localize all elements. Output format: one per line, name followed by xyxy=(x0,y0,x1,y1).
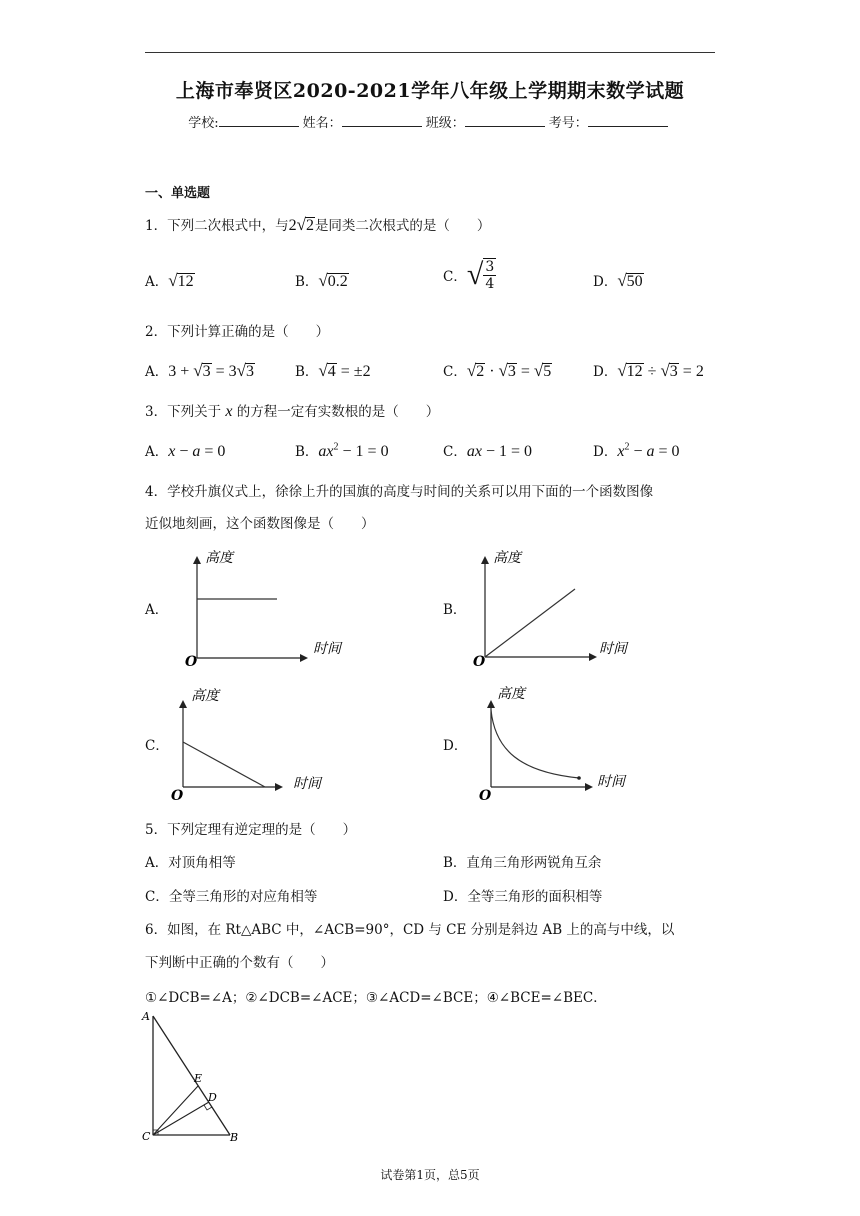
q1-expr: 2√2 xyxy=(288,215,314,234)
exam-no-blank xyxy=(588,114,668,127)
q6-triangle-figure xyxy=(138,1008,248,1148)
name-label: 姓名： xyxy=(302,116,342,131)
q3-option-a: A．x − a = 0 xyxy=(145,443,226,460)
q2-option-c: C．√2 · √3 = √5 xyxy=(443,361,552,380)
question-1-stem: 1．下列二次根式中，与2√2是同类二次根式的是（ ） xyxy=(145,215,491,234)
q4a-origin: O xyxy=(185,654,198,670)
fig-label-e: E xyxy=(194,1072,203,1085)
header-rule xyxy=(145,52,715,53)
q4d-origin: O xyxy=(479,788,492,804)
q2-option-b: B．√4 = ±2 xyxy=(295,361,371,380)
question-2-stem: 2．下列计算正确的是（ ） xyxy=(145,324,330,340)
q3-option-d: D．$x^2 - a = 0$ xyxy=(593,441,680,460)
fig-label-c: C xyxy=(142,1130,151,1143)
q4-graph-d xyxy=(475,680,655,808)
section-title: 一、单选题 xyxy=(145,186,211,201)
q4-option-b-label: B． xyxy=(443,602,467,618)
class-label: 班级： xyxy=(425,116,465,131)
question-4-stem-line1: 4．学校升旗仪式上，徐徐上升的国旗的高度与时间的关系可以用下面的一个函数图像 xyxy=(145,484,654,500)
question-6-stem-line1: 6．如图，在 Rt△ABC 中，∠ACB=90°，CD 与 CE 分别是斜边 AB 上的高与中线，以 xyxy=(145,922,675,938)
q4c-y-label: 高度 xyxy=(191,688,219,704)
question-5-stem: 5．下列定理有逆定理的是（ ） xyxy=(145,822,357,838)
fig-label-a: A xyxy=(142,1010,150,1023)
fig-label-d: D xyxy=(208,1091,217,1104)
q4-graph-c xyxy=(165,680,345,808)
q3-option-c: C．ax − 1 = 0 xyxy=(443,443,532,460)
school-label: 学校: xyxy=(188,116,219,131)
q5-option-b: B．直角三角形两锐角互余 xyxy=(443,855,602,871)
q1-option-c: C．√ $\frac{3}{4}$ xyxy=(443,258,495,292)
q4-graph-a xyxy=(175,540,355,670)
school-blank xyxy=(219,114,299,127)
question-6-stem-line2: 下判断中正确的个数有（ ） xyxy=(145,955,334,971)
q4d-y-label: 高度 xyxy=(497,686,525,702)
q4b-y-label: 高度 xyxy=(493,550,521,566)
q4c-x-label: 时间 xyxy=(293,776,321,792)
question-6-statements: ①∠DCB=∠A；②∠DCB=∠ACE；③∠ACD=∠BCE；④∠BCE=∠BEC． xyxy=(145,990,607,1006)
q1-option-a: A．√12 xyxy=(145,271,194,290)
q4c-origin: O xyxy=(171,788,184,804)
q4b-origin: O xyxy=(473,654,486,670)
q4-graph-b xyxy=(465,540,645,670)
name-blank xyxy=(342,114,422,127)
q5-option-c: C．全等三角形的对应角相等 xyxy=(145,889,318,905)
q2-option-d: D．√12 ÷ √3 = 2 xyxy=(593,361,704,380)
q2-option-a: A．3 + √3 = 3√3 xyxy=(145,361,254,380)
q4-option-a-label: A． xyxy=(145,602,169,618)
q5-option-d: D．全等三角形的面积相等 xyxy=(443,889,603,905)
q4-option-c-label: C． xyxy=(145,738,169,754)
exam-no-label: 考号： xyxy=(548,116,588,131)
class-blank xyxy=(465,114,545,127)
q4a-y-label: 高度 xyxy=(205,550,233,566)
q5-option-a: A．对顶角相等 xyxy=(145,855,236,871)
q4-option-d-label: D． xyxy=(443,738,468,754)
fig-label-b: B xyxy=(230,1131,239,1144)
q4d-x-label: 时间 xyxy=(597,774,625,790)
question-4-stem-line2: 近似地刻画，这个函数图像是（ ） xyxy=(145,516,375,532)
q1-option-b: B．√0.2 xyxy=(295,271,348,290)
q4b-x-label: 时间 xyxy=(599,641,627,657)
page-footer: 试卷第1页，总5页 xyxy=(380,1168,480,1182)
page-title: 上海市奉贤区2020-2021学年八年级上学期期末数学试题 xyxy=(175,80,685,102)
question-3-stem: 3．下列关于 x 的方程一定有实数根的是（ ） xyxy=(145,403,440,420)
q1-option-d: D．√50 xyxy=(593,271,643,290)
student-info-line xyxy=(0,112,860,131)
q3-option-b: B．$ax^2 - 1 = 0$ xyxy=(295,441,389,460)
q4a-x-label: 时间 xyxy=(313,641,341,657)
